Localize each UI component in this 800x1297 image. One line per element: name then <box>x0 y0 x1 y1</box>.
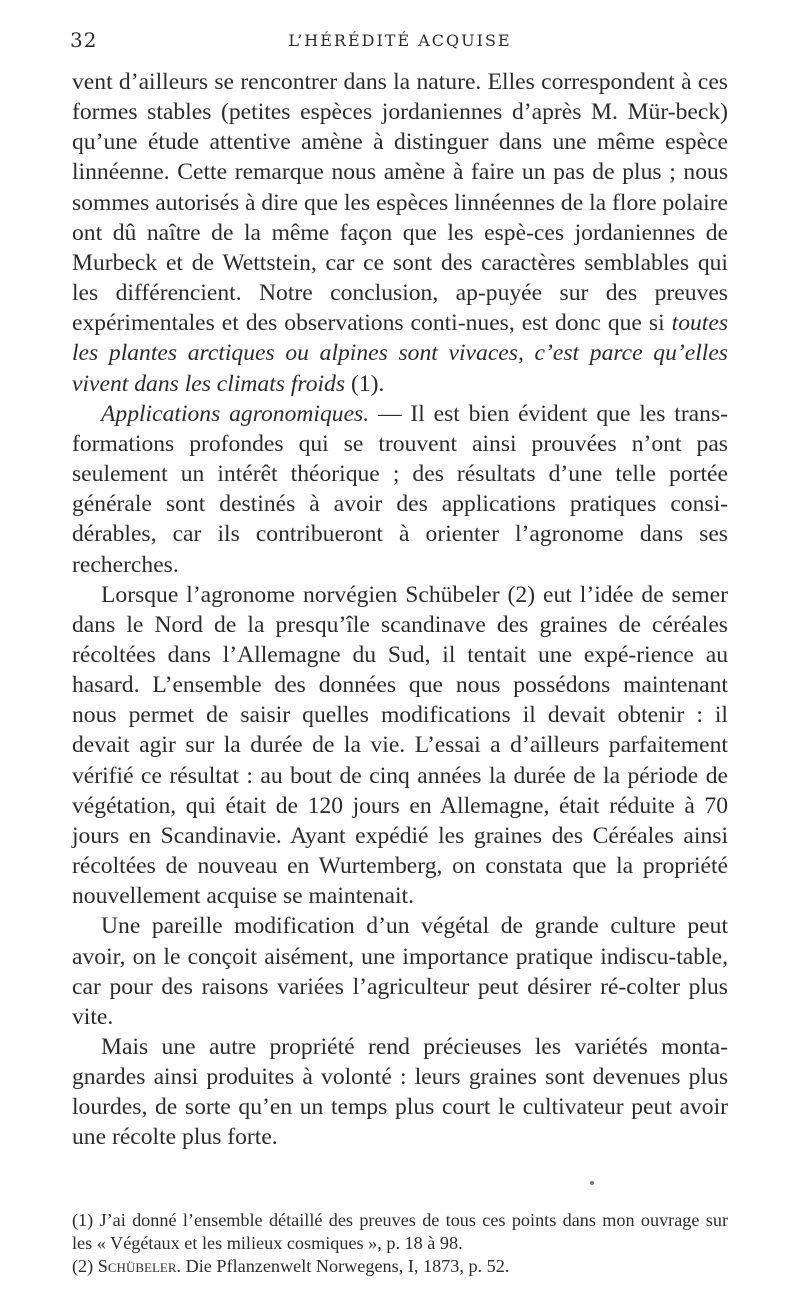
paragraph-1 <box>72 67 728 399</box>
paragraph-2-text: — Il est bien évident que les trans-formations profondes qui se trouvent ainsi prouvées n’ont pas seulement un intérêt théorique ; des résultats d’une telle portée générale sont destinés à avoir des applications pratiques consi-dérables, car ils contribueront à orienter l’agronome dans ses recherches. <box>72 400 728 578</box>
footnote-2-title: Die Pflanzenwelt Norwegens <box>185 1256 399 1276</box>
page-header <box>70 28 730 58</box>
paragraph-4: Une pareille modification d’un végétal de grande culture peut avoir, on le conçoit aisément, une importance pratique indiscu-table, car pour des raisons variées l’agriculteur peut désirer ré-colter plus vite. <box>72 913 728 1030</box>
paragraph-1-text: vent d’ailleurs se rencontrer dans la nature. Elles correspondent à ces formes stables (petites espèces jordaniennes d’après M. Mür-beck) qu’une étude attentive amène à distinguer dans une même espèce linnéenne. Cette remarque nous amène à faire un pas de plus ; nous sommes autorisés à dire que les espèces linnéennes de la flore polaire ont dû naître de la même façon que les espè-ces jordaniennes de Murbeck et de Wettstein, car ce sont des caractères semblables qui les différencient. Notre conclusion, ap-puyée sur des preuves expérimentales et des observations conti-nues, est donc que si <box>72 69 728 337</box>
footnote-separator <box>590 1181 594 1185</box>
footnotes <box>72 1209 728 1278</box>
footnote-2 <box>72 1255 728 1278</box>
running-title: L’HÉRÉDITÉ ACQUISE <box>288 31 512 50</box>
footnote-1: (1) J’ai donné l’ensemble détaillé des preuves de tous ces points dans mon ouvrage sur les « Végétaux et les milieux cosmiques », p. 18 à 98. <box>72 1210 728 1253</box>
paragraph-1-end: (1). <box>345 370 385 397</box>
main-text <box>72 67 728 1153</box>
footnote-2-author: Schübeler <box>97 1256 177 1276</box>
paragraph-2 <box>72 399 728 580</box>
paragraph-5: Mais une autre propriété rend précieuses les variétés monta-gnardes ainsi produites à volonté : leurs graines sont devenues plus lourdes, de sorte qu’en un temps plus court le cultivateur peut avoir une récolte plus forte. <box>72 1034 728 1151</box>
footnote-2-number: (2) <box>72 1256 98 1276</box>
footnote-2-details: , I, 1873, p. 52. <box>398 1256 510 1276</box>
footnote-2-separator: . <box>176 1256 186 1276</box>
page-number: 32 <box>70 28 98 52</box>
paragraph-3: Lorsque l’agronome norvégien Schübeler (2) eut l’idée de semer dans le Nord de la presqu’île scandinave des graines de céréales récoltées dans l’Allemagne du Sud, il tentait une expé-rience au hasard. L’ensemble des données que nous possédons maintenant nous permet de saisir quelles modifications il devait obtenir : il devait agir sur la durée de la vie. L’essai a d’ailleurs parfaitement vérifié ce résultat : au bout de cinq années la durée de la période de végétation, qui était de 120 jours en Allemagne, était réduite à 70 jours en Scandinavie. Ayant expédié les graines des Céréales ainsi récoltées de nouveau en Wurtemberg, on constata que la propriété nouvellement acquise se maintenait. <box>72 581 728 910</box>
section-heading-applications: Applications agronomiques. <box>101 400 370 427</box>
paragraph-1-emphasis: toutes les plantes arctiques ou alpines sont vivaces, c’est parce qu’elles vivent dans les climats froids <box>72 310 728 397</box>
